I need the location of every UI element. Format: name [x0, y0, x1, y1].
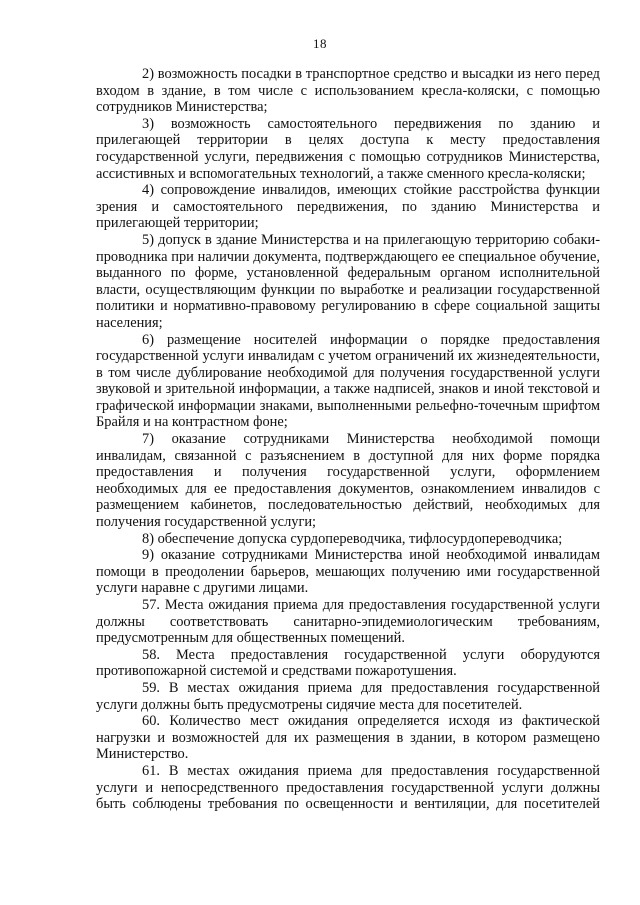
paragraph-item-8: 8) обеспечение допуска сурдопереводчика, тифлосурдопереводчика; [142, 530, 563, 547]
paragraph-item-4: 4) сопровождение инвалидов, имеющих стойкие расстройства функции зрения и самостоятельного передвижения, по зданию Министерства и прилегающей территории; [96, 182, 600, 232]
paragraph-item-3: 3) возможность самостоятельного передвижения по зданию и прилегающей территории в целях доступа к месту предоставления государственной услуги, передвижения с помощью сотрудников Министерства, ассистивных и вспомогательных технологий, а также сменного кресла-коляски; [96, 115, 600, 182]
page-number: 18 [313, 36, 327, 51]
paragraph-section-59: 59. В местах ожидания приема для предоставления государственной услуги должны быть предусмотрены сидячие места для посетителей. [96, 679, 600, 713]
paragraph-item-5: 5) допуск в здание Министерства и на прилегающую территорию собаки-проводника при наличии документа, подтверждающего ее специальное обучение, выданного по форме, установленной федеральным органом исполнительной власти, осуществляющим функции по выработке и реализации государственной политики и нормативно-правовому регулированию в сфере социальной защиты населения; [96, 231, 600, 331]
paragraph-item-6: 6) размещение носителей информации о порядке предоставления государственной услуги инвалидам с учетом ограничений их жизнедеятельности, в том числе дублирование необходимой для получения государственной услуги звуковой и зрительной информации, а также надписей, знаков и иной текстовой и графической информации знаками, выполненными рельефно-точечным шрифтом Брайля и на контрастном фоне; [96, 331, 600, 431]
paragraph-item-7: 7) оказание сотрудниками Министерства необходимой помощи инвалидам, связанной с разъяснением в доступной для них форме порядка предоставления и получения государственной услуги, оформлением необходимых для ее предоставления документов, ознакомлением инвалидов с размещением кабинетов, последовательностью действий, необходимых для получения государственной услуги; [96, 431, 600, 531]
paragraph-item-9: 9) оказание сотрудниками Министерства иной необходимой инвалидам помощи в преодолении барьеров, мешающих получению ими государственной услуги наравне с другими лицами. [96, 547, 600, 597]
paragraph-section-57: 57. Места ожидания приема для предоставления государственной услуги должны соответствовать санитарно-эпидемиологическим требованиям, предусмотренным для общественных помещений. [96, 597, 600, 647]
paragraph-section-60: 60. Количество мест ожидания определяется исходя из фактической нагрузки и возможностей для их размещения в здании, в котором размещено Министерство. [96, 713, 600, 763]
document-body [96, 66, 600, 813]
paragraph-section-61: 61. В местах ожидания приема для предоставления государственной услуги и непосредственного предоставления государственной услуги должны быть соблюдены требования по освещенности и вентиляции, для посетителей [96, 762, 600, 813]
paragraph-item-2: 2) возможность посадки в транспортное средство и высадки из него перед входом в здание, в том числе с использованием кресла-коляски, с помощью сотрудников Министерства; [96, 66, 600, 116]
paragraph-section-58: 58. Места предоставления государственной услуги оборудуются противопожарной системой и средствами пожаротушения. [96, 646, 600, 680]
